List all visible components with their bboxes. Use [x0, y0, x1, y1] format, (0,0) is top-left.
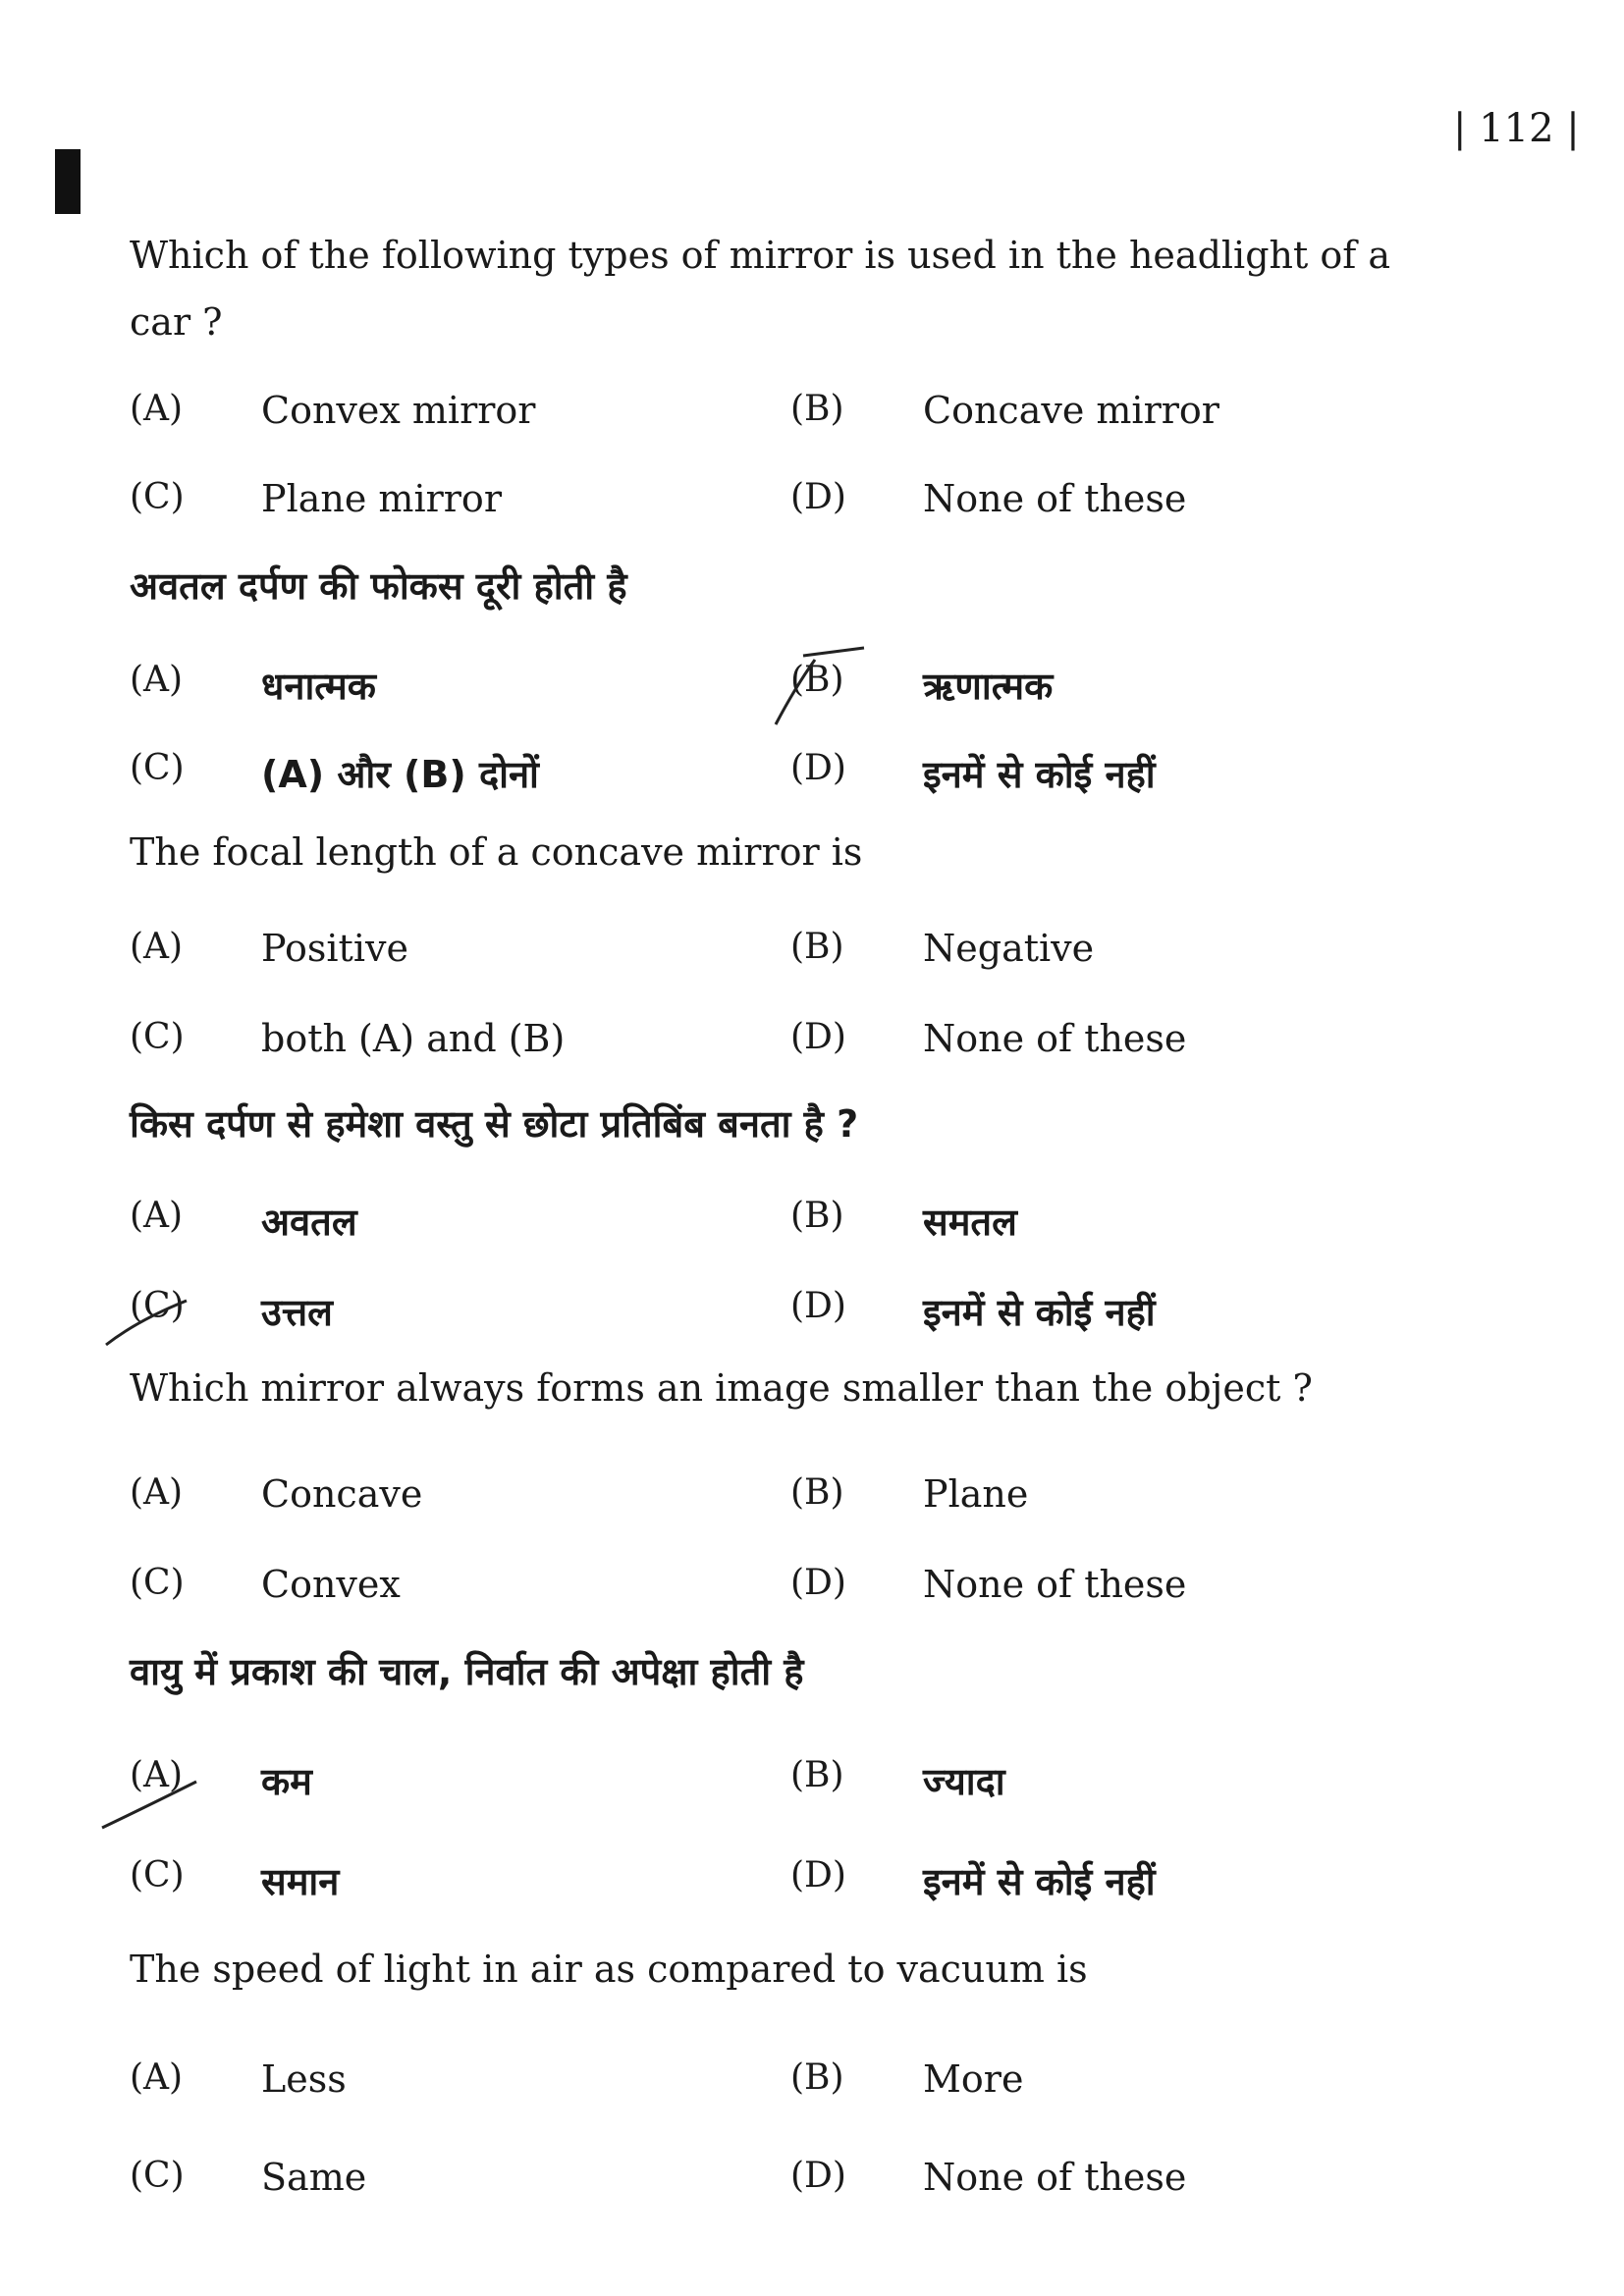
- question-text: वायु में प्रकाश की चाल, निर्वात की अपेक्षा होती है: [130, 1650, 804, 1693]
- option-text: Convex: [261, 1563, 401, 1606]
- page-number: | 112 |: [1453, 106, 1580, 151]
- question-text: car ?: [130, 300, 223, 344]
- option-text: अवतल: [261, 1201, 357, 1244]
- option-label: (D): [790, 1017, 846, 1057]
- option-text: (A) और (B) दोनों: [261, 753, 539, 796]
- option-label: (B): [790, 660, 844, 700]
- option-text: None of these: [923, 1563, 1187, 1606]
- option-label: (A): [130, 927, 184, 967]
- option-text: ऋणात्मक: [923, 665, 1054, 708]
- option-label: (B): [790, 1196, 844, 1236]
- option-text: Concave mirror: [923, 389, 1219, 432]
- option-text: धनात्मक: [261, 665, 376, 708]
- option-label: (A): [130, 389, 184, 429]
- option-text: Positive: [261, 927, 408, 970]
- question-text: The speed of light in air as compared to vacuum is: [130, 1948, 1088, 1991]
- option-text: कम: [261, 1760, 312, 1803]
- option-text: Convex mirror: [261, 389, 536, 432]
- option-label: (C): [130, 477, 185, 517]
- option-text: Negative: [923, 927, 1095, 970]
- option-label: (D): [790, 1563, 846, 1603]
- option-label: (A): [130, 2057, 184, 2098]
- option-label: (A): [130, 660, 184, 700]
- option-text: both (A) and (B): [261, 1017, 566, 1060]
- option-text: More: [923, 2057, 1024, 2101]
- option-text: Plane: [923, 1472, 1029, 1516]
- option-text: None of these: [923, 1017, 1187, 1060]
- option-text: उत्तल: [261, 1291, 333, 1334]
- option-label: (B): [790, 389, 844, 429]
- option-label: (A): [130, 1196, 184, 1236]
- option-label: (D): [790, 1286, 846, 1326]
- option-text: None of these: [923, 2156, 1187, 2199]
- option-label: (C): [130, 1563, 185, 1603]
- option-text: Less: [261, 2057, 347, 2101]
- question-text: अवतल दर्पण की फोकस दूरी होती है: [130, 564, 627, 608]
- option-text: इनमें से कोई नहीं: [923, 753, 1156, 796]
- option-label: (A): [130, 1472, 184, 1513]
- option-text: समान: [261, 1860, 340, 1903]
- option-text: None of these: [923, 477, 1187, 520]
- option-label: (B): [790, 927, 844, 967]
- option-text: Concave: [261, 1472, 423, 1516]
- option-label: (B): [790, 1755, 844, 1795]
- option-label: (B): [790, 1472, 844, 1513]
- option-label: (D): [790, 748, 846, 788]
- option-label: (A): [130, 1755, 184, 1795]
- option-label: (C): [130, 748, 185, 788]
- option-text: ज्यादा: [923, 1760, 1005, 1803]
- option-text: Plane mirror: [261, 477, 502, 520]
- option-label: (B): [790, 2057, 844, 2098]
- option-label: (C): [130, 1855, 185, 1896]
- option-text: इनमें से कोई नहीं: [923, 1291, 1156, 1334]
- question-text: Which of the following types of mirror is used in the headlight of a: [130, 234, 1391, 277]
- question-text: Which mirror always forms an image smaller than the object ?: [130, 1366, 1313, 1410]
- option-text: इनमें से कोई नहीं: [923, 1860, 1156, 1903]
- option-label: (D): [790, 1855, 846, 1896]
- question-text: The focal length of a concave mirror is: [130, 830, 863, 874]
- option-text: Same: [261, 2156, 367, 2199]
- option-label: (C): [130, 1286, 185, 1326]
- option-text: समतल: [923, 1201, 1017, 1244]
- option-label: (C): [130, 1017, 185, 1057]
- option-label: (D): [790, 477, 846, 517]
- option-label: (C): [130, 2156, 185, 2196]
- page-edge-mark: [55, 149, 81, 214]
- question-text: किस दर्पण से हमेशा वस्तु से छोटा प्रतिबिंब बनता है ?: [130, 1102, 859, 1146]
- option-label: (D): [790, 2156, 846, 2196]
